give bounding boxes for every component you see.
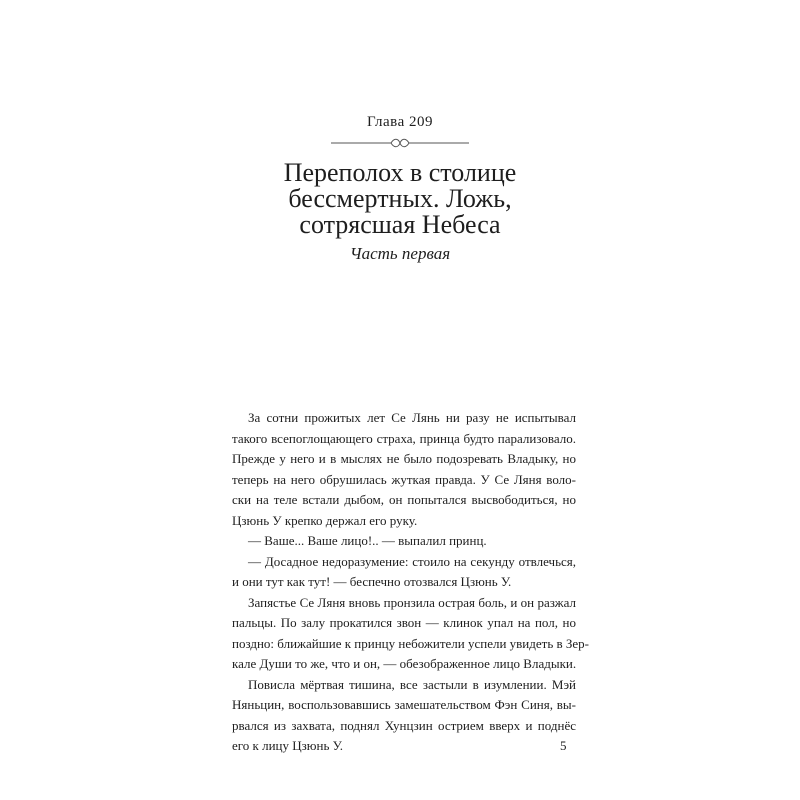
text-line: кале Души то же, что и он, — обезображенное лицо Владыки. bbox=[232, 656, 577, 671]
text-line: — Досадное недоразумение: стоило на секунду отвлечься, bbox=[248, 553, 576, 569]
text-line: поздно: ближайшие к принцу небожители успели увидеть в Зер- bbox=[232, 635, 589, 651]
text-line: За сотни прожитых лет Се Лянь ни разу не испытывал bbox=[248, 410, 576, 425]
chapter-label: Глава 209 bbox=[367, 114, 433, 130]
text-line: теперь на него обрушилась жуткая правда. У Се Ляня воло- bbox=[232, 471, 576, 487]
body-text bbox=[232, 408, 589, 757]
text-line: пальцы. По залу прокатился звон — клинок упал на пол, но bbox=[232, 615, 576, 630]
text-line: и они тут как тут! — беспечно отозвался Цзюнь У. bbox=[232, 574, 512, 589]
chapter-title-line: Переполох в столице bbox=[283, 158, 517, 187]
text-line: — Ваше... Ваше лицо!.. — выпалил принц. bbox=[248, 533, 487, 548]
chapter-subtitle: Часть первая bbox=[349, 244, 451, 263]
text-line: рвался из захвата, поднял Хунцзин острием вверх и поднёс bbox=[232, 717, 576, 733]
text-line: Цзюнь У крепко держал его руку. bbox=[232, 512, 418, 528]
chapter-title-line: сотрясшая Небеса bbox=[299, 210, 501, 239]
text-line: ски на теле встали дыбом, он попытался высвободиться, но bbox=[232, 492, 576, 507]
text-line: его к лицу Цзюнь У. bbox=[232, 738, 343, 753]
page-number: 5 bbox=[560, 738, 567, 753]
text-line: такого всепоглощающего страха, принца будто парализовало. bbox=[232, 430, 576, 446]
text-line: Прежде у него и в мыслях не было подозревать Владыку, но bbox=[232, 451, 576, 466]
chapter-title-line: бессмертных. Ложь, bbox=[288, 184, 512, 213]
text-line: Запястье Се Ляня вновь пронзила острая боль, и он разжал bbox=[248, 594, 576, 610]
ornament-divider bbox=[331, 136, 469, 150]
text-line: Повисла мёртвая тишина, все застыли в изумлении. Мэй bbox=[248, 676, 576, 692]
chapter-title bbox=[200, 160, 600, 238]
text-line: Няньцин, воспользовавшись замешательством Фэн Синя, вы- bbox=[232, 697, 576, 712]
